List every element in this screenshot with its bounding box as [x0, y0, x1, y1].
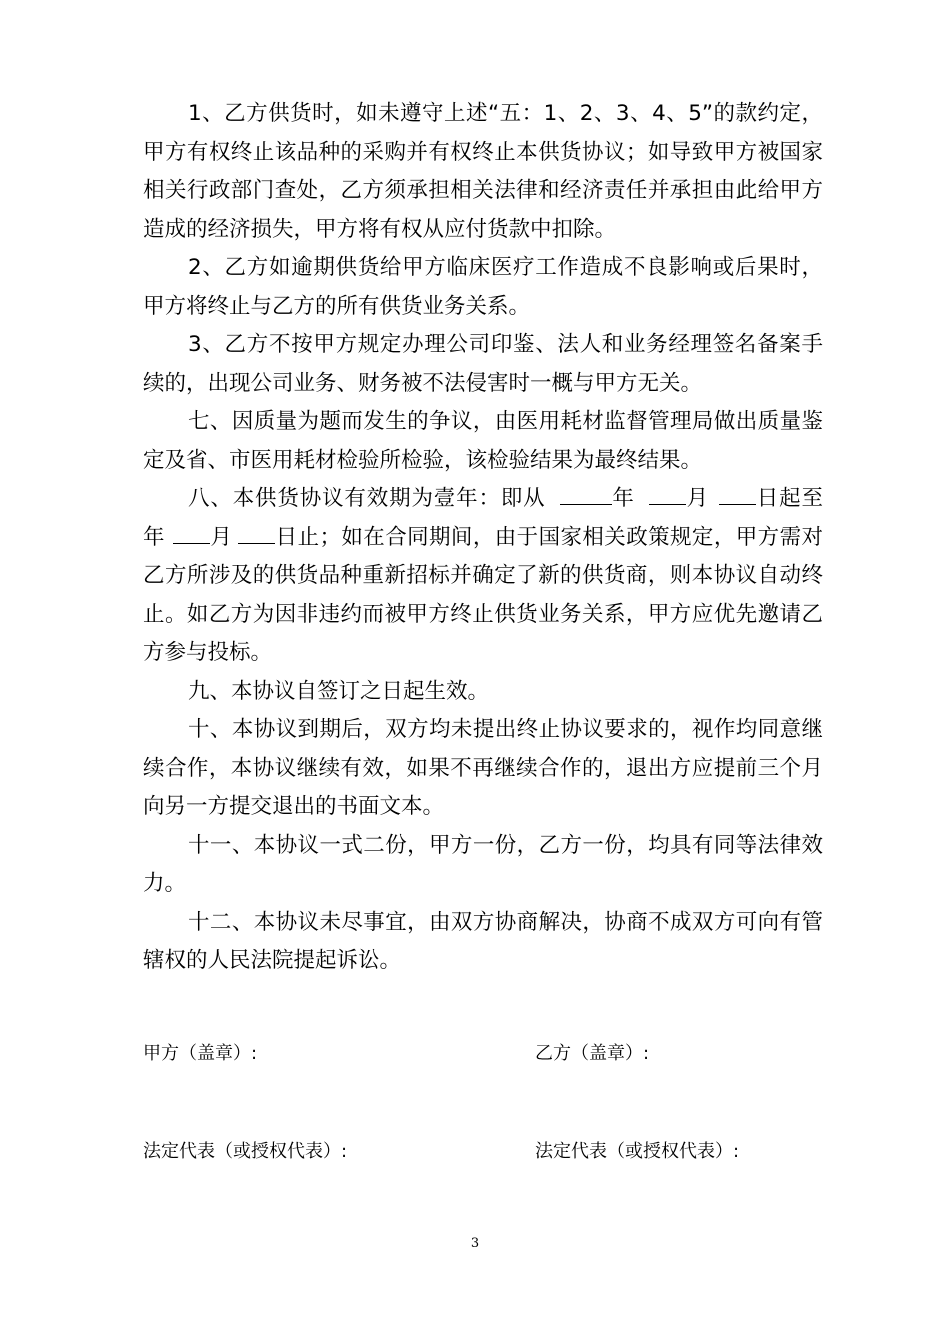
- clause-9: 九、本协议自签订之日起生效。: [188, 678, 490, 704]
- party-a-representative-label: 法定代表（或授权代表）:: [143, 1141, 348, 1162]
- start-year-blank: [560, 481, 612, 505]
- clause-8-intro: 八、本供货协议有效期为壹年：即从: [188, 486, 546, 511]
- end-year-label: 年: [143, 524, 165, 550]
- start-day-blank: [719, 481, 756, 505]
- party-b-seal-label: 乙方（盖章）:: [535, 1043, 650, 1064]
- clause-8: [143, 480, 823, 673]
- clause-7: 七、因质量为题而发生的争议，由医用耗材监督管理局做出质量鉴定及省、市医用耗材检验所检验，该检验结果为最终结果。: [143, 409, 823, 473]
- contract-body: [143, 95, 823, 981]
- end-month-blank: [173, 520, 210, 544]
- start-month-label: 月: [685, 486, 709, 511]
- clause-1: 1、乙方供货时，如未遵守上述“五：1、2、3、4、5”的款约定，甲方有权终止该品种的采购并有权终止本供货协议；如导致甲方被国家相关行政部门查处，乙方须承担相关法律和经济责任并承担由此给甲方造成的经济损失，甲方将有权从应付货款中扣除。: [143, 101, 823, 242]
- start-day-label: 日起至: [755, 486, 823, 511]
- clause-2: 2、乙方如逾期供货给甲方临床医疗工作造成不良影响或后果时，甲方将终止与乙方的所有供货业务关系。: [143, 255, 823, 319]
- clause-11: 十一、本协议一式二份，甲方一份，乙方一份，均具有同等法律效力。: [143, 832, 823, 896]
- page-number: 3: [470, 1236, 480, 1251]
- start-month-blank: [649, 481, 686, 505]
- clause-3: 3、乙方不按甲方规定办理公司印鉴、法人和业务经理签名备案手续的，出现公司业务、财务被不法侵害时一概与甲方无关。: [143, 332, 823, 396]
- end-month-label: 月: [209, 524, 233, 550]
- clause-8-rest: 日止；如在合同期间，由于国家相关政策规定，甲方需对乙方所涉及的供货品种重新招标并确定了新的供货商，则本协议自动终止。如乙方为因非违约而被甲方终止供货业务关系，甲方应优先邀请乙方参与投标。: [143, 524, 823, 665]
- clause-10: 十、本协议到期后，双方均未提出终止协议要求的，视作均同意继续合作，本协议继续有效，如果不再继续合作的，退出方应提前三个月向另一方提交退出的书面文本。: [143, 717, 823, 819]
- end-day-blank: [238, 520, 275, 544]
- start-year-label: 年: [611, 486, 635, 511]
- clause-12: 十二、本协议未尽事宜，由双方协商解决，协商不成双方可向有管辖权的人民法院提起诉讼。: [143, 909, 823, 973]
- party-a-seal-label: 甲方（盖章）:: [143, 1043, 258, 1064]
- party-b-representative-label: 法定代表（或授权代表）:: [535, 1141, 740, 1162]
